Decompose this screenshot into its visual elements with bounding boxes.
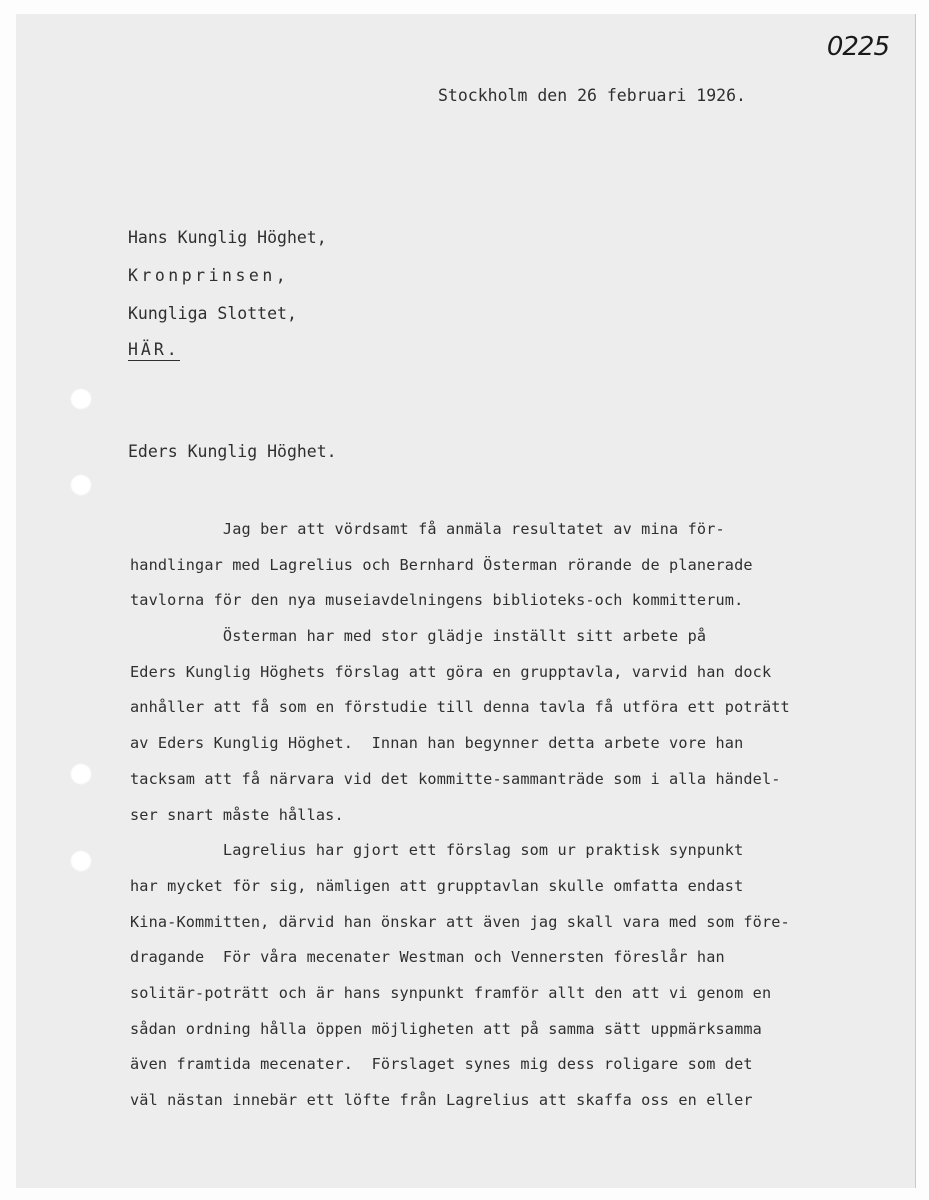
body-line: även framtida mecenater. Förslaget synes mig dess roligare som det [130,1055,753,1074]
letter-body [130,512,850,1119]
punch-hole [70,763,92,785]
body-line: sådan ordning hålla öppen möjligheten att på samma sätt uppmärksamma [130,1019,762,1038]
body-line: solitär-poträtt och är hans synpunkt framför allt den att vi genom en [130,983,772,1002]
punch-hole [70,850,92,872]
punch-hole [70,474,92,496]
body-line: har mycket för sig, nämligen att grupptavlan skulle omfatta endast [130,876,744,895]
body-line: Lagrelius har gjort ett förslag som ur praktisk synpunkt [130,841,744,860]
archive-number: 0225 [826,32,889,62]
body-line: handlingar med Lagrelius och Bernhard Österman rörande de planerade [130,555,753,574]
body-line: ser snart måste hållas. [130,805,344,824]
address-line-1: Hans Kunglig Höghet, [128,228,327,247]
body-line: Eders Kunglig Höghets förslag att göra en grupptavla, varvid han dock [130,662,772,681]
address-line-4 [128,340,180,359]
body-line: anhåller att få som en förstudie till denna tavla få utföra ett poträtt [130,698,790,717]
address-line-2: Kronprinsen, [128,266,290,285]
body-line: dragande För våra mecenater Westman och Vennersten föreslår han [130,948,725,967]
body-line: Österman har med stor glädje inställt sitt arbete på [130,627,707,646]
punch-hole [70,388,92,410]
body-line: tacksam att få närvara vid det kommitte-sammanträde som i alla händel- [130,769,781,788]
salutation: Eders Kunglig Höghet. [128,442,337,461]
address-line-3: Kungliga Slottet, [128,304,297,323]
body-line: väl nästan innebär ett löfte från Lagrelius att skaffa oss en eller [130,1091,753,1109]
address-line-4-text: HÄR. [128,340,180,359]
body-line: Jag ber att vördsamt få anmäla resultatet av mina för- [130,520,725,538]
body-line: tavlorna för den nya museiavdelningens biblioteks-och kommitterum. [130,591,744,610]
body-line: Kina-Kommitten, därvid han önskar att även jag skall vara med som före- [130,912,790,931]
body-line: av Eders Kunglig Höghet. Innan han begynner detta arbete vore han [130,734,744,753]
dateline: Stockholm den 26 februari 1926. [438,86,746,105]
